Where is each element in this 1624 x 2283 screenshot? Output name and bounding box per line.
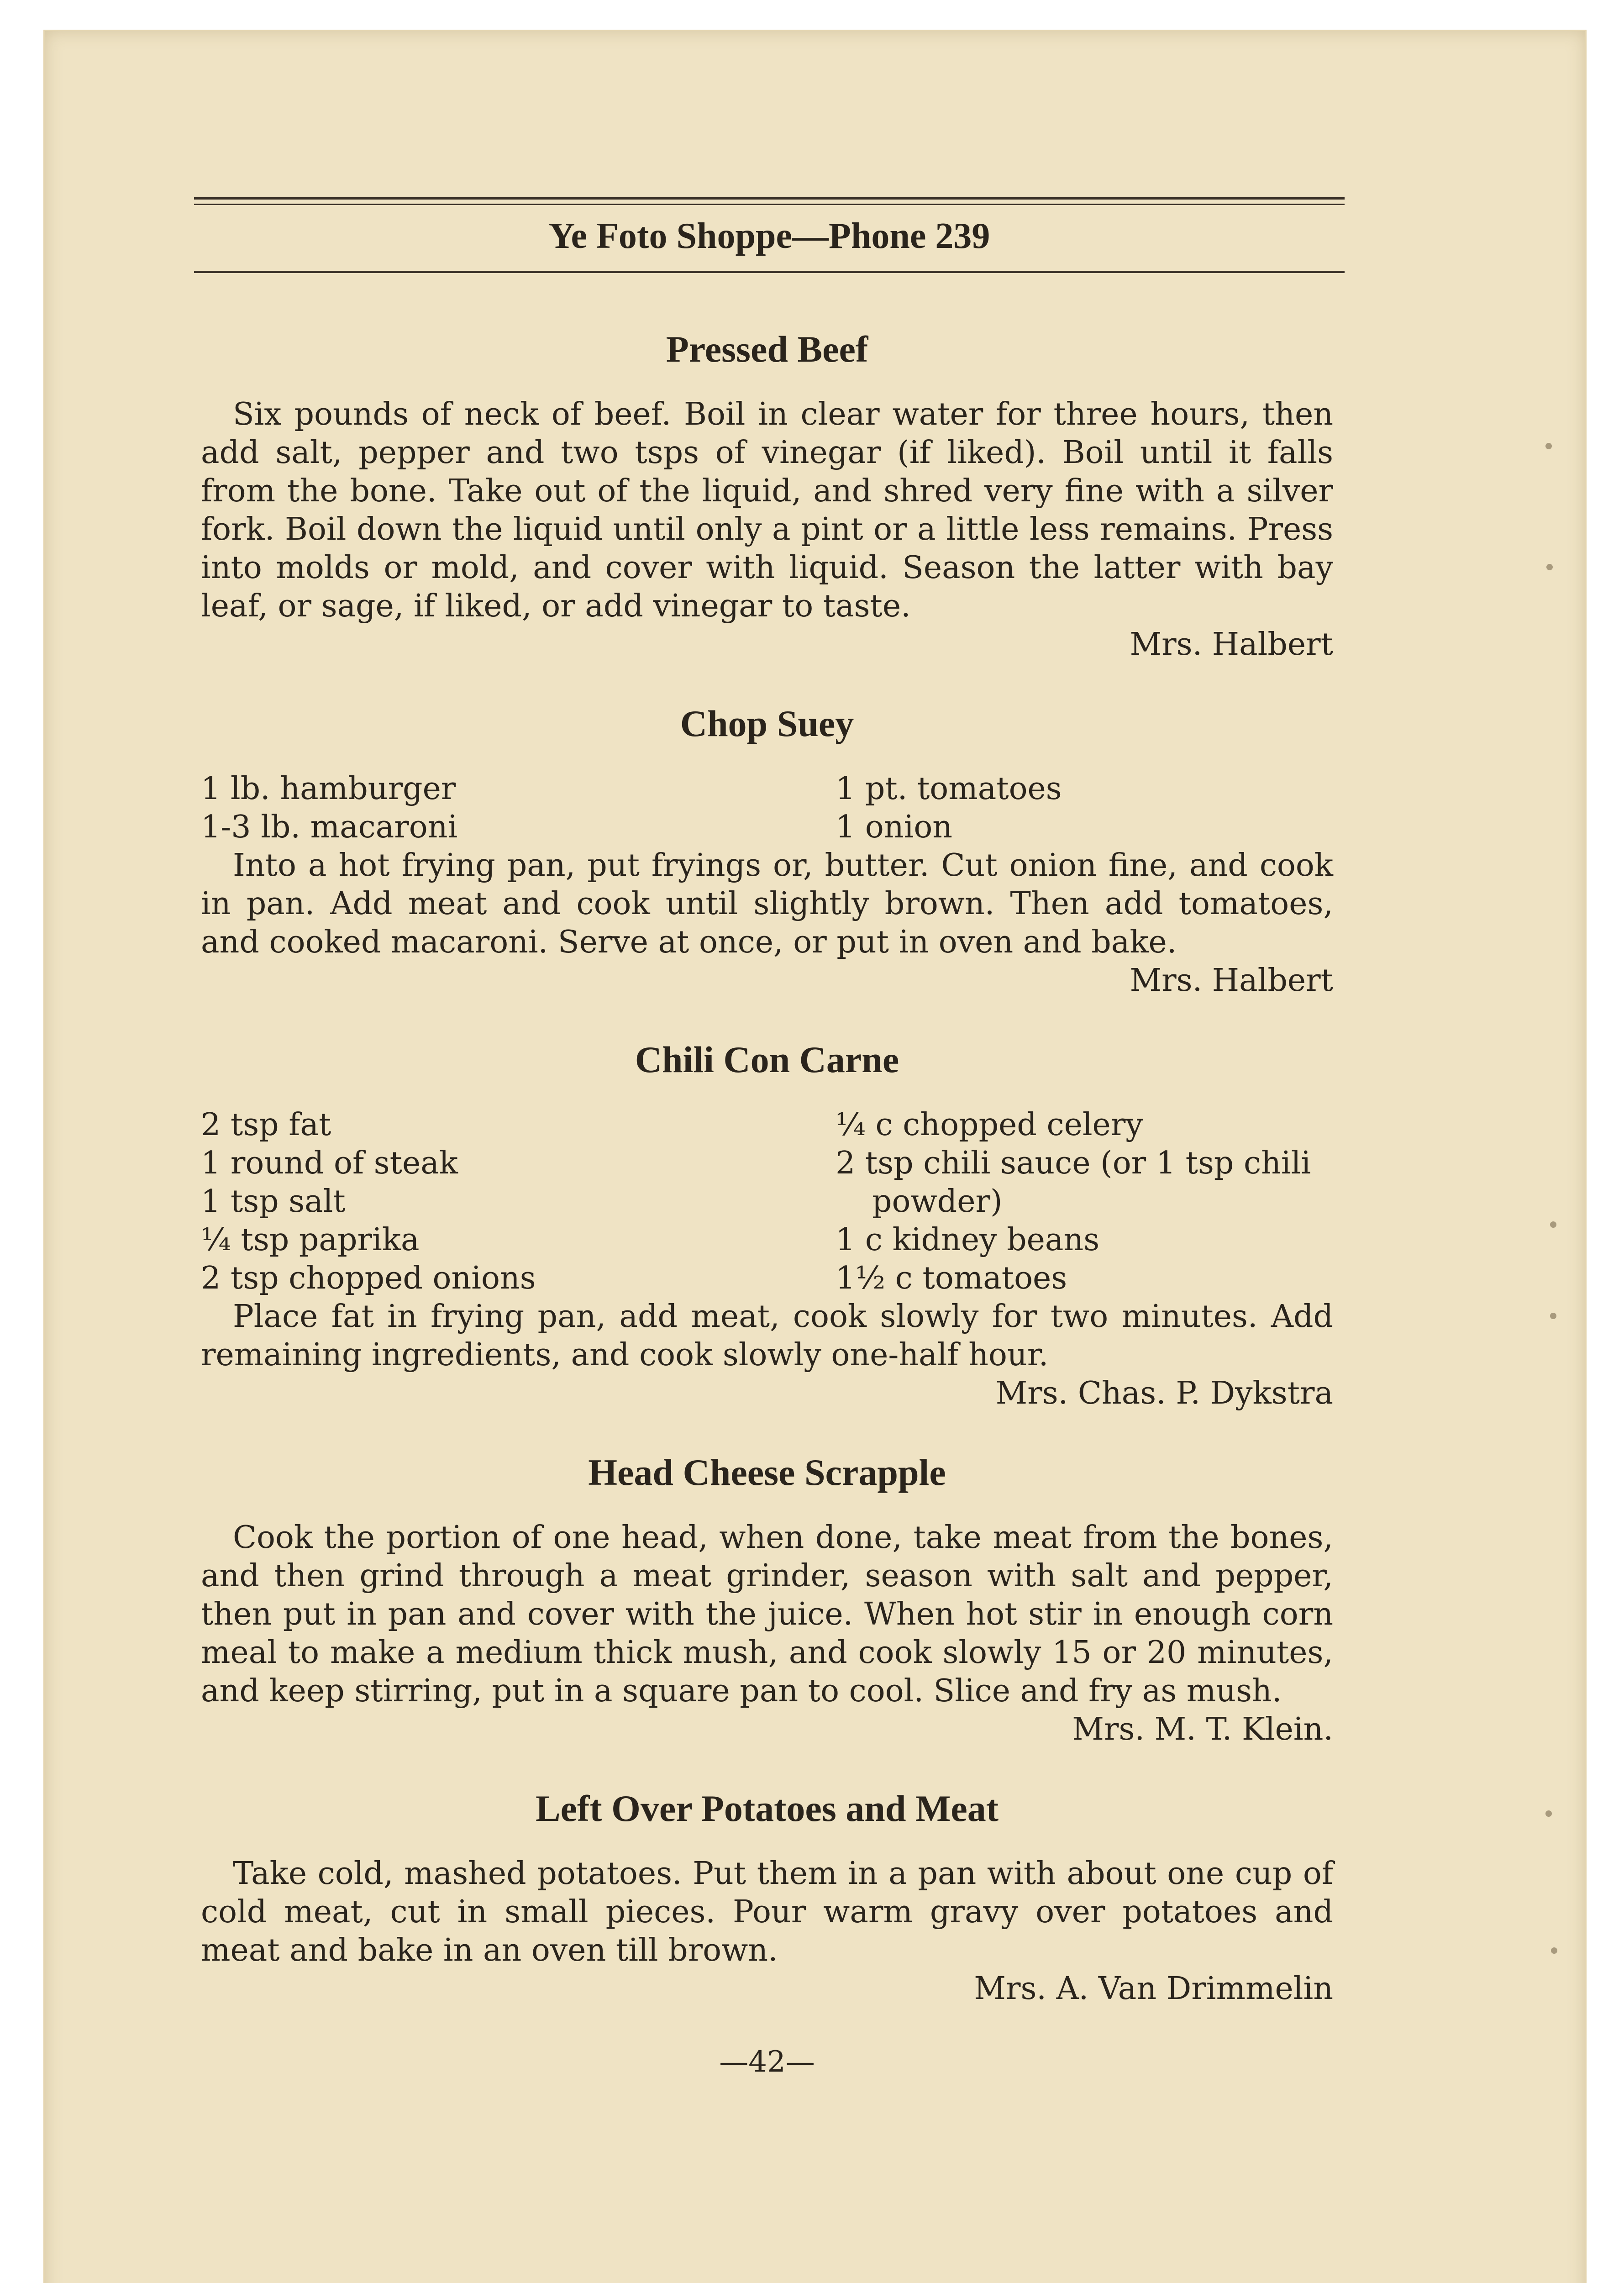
paper-speck [1545, 443, 1552, 449]
recipe-title: Head Cheese Scrapple [588, 1452, 946, 1493]
ingredients-right-column [767, 1106, 1333, 1298]
ingredient: 1 c kidney beans [836, 1222, 1100, 1258]
header-rule-top-thin [194, 204, 1345, 205]
ingredients-right-column [767, 770, 1333, 847]
recipe-left-over-potatoes [201, 1783, 1333, 2008]
ingredient: 1-3 lb. macaroni [201, 809, 458, 845]
recipe-directions: Take cold, mashed potatoes. Put them in a pan with about one cup of cold meat, cut in small pieces. Pour warm gravy over potatoes and meat and bake in an oven till brown. [201, 1856, 1333, 1968]
recipe-author: Mrs. Chas. P. Dykstra [995, 1375, 1333, 1411]
ingredient: ¼ tsp paprika [201, 1222, 420, 1258]
ingredients-list [201, 1106, 1333, 1298]
recipe-author: Mrs. A. Van Drimmelin [974, 1971, 1333, 2007]
paper-speck [1545, 1810, 1552, 1817]
ingredient: 2 tsp fat [201, 1107, 331, 1143]
ingredients-list [201, 770, 1333, 847]
paper-speck [1551, 1947, 1557, 1954]
page-number: —42— [719, 2045, 815, 2079]
running-header [194, 197, 1345, 273]
recipe-title: Pressed Beef [666, 328, 868, 370]
recipe-title: Chop Suey [680, 703, 854, 744]
recipe-chili-con-carne [201, 1035, 1333, 1413]
page-content [201, 324, 1333, 2081]
recipe-author: Mrs. M. T. Klein. [1072, 1711, 1333, 1747]
ingredient: 2 tsp chopped onions [201, 1260, 536, 1296]
paper-speck [1550, 1313, 1556, 1319]
header-title: Ye Foto Shoppe—Phone 239 [548, 216, 990, 256]
paper-speck [1546, 564, 1553, 570]
paper-speck [1550, 1221, 1556, 1228]
recipe-directions: Into a hot frying pan, put fryings or, butter. Cut onion fine, and cook in pan. Add meat and cook until slightly brown. Then add tomatoes, and cooked macaroni. Serve at once, or put in oven and bake. [201, 847, 1333, 960]
recipe-author: Mrs. Halbert [1130, 963, 1333, 999]
ingredient: 1 lb. hamburger [201, 771, 456, 807]
ingredient: ¼ c chopped celery [836, 1107, 1143, 1143]
recipe-head-cheese-scrapple [201, 1447, 1333, 1749]
header-rule-top [194, 197, 1345, 200]
recipe-pressed-beef [201, 324, 1333, 664]
header-rule-bottom [194, 271, 1345, 273]
ingredient: 2 tsp chili sauce (or 1 tsp chili [836, 1145, 1311, 1181]
recipe-directions: Place fat in frying pan, add meat, cook slowly for two minutes. Add remaining ingredients, and cook slowly one-half hour. [201, 1299, 1333, 1373]
recipe-author: Mrs. Halbert [1130, 626, 1333, 663]
recipe-directions: Six pounds of neck of beef. Boil in clear water for three hours, then add salt, pepper and two tsps of vinegar (if liked). Boil until it falls from the bone. Take out of the liquid, and shred very fine with a silver fork. Boil down the liquid until only a pint or a little less remains. Press into molds or mold, and cover with liquid. Season the latter with bay leaf, or sage, if liked, or add vinegar to taste. [201, 396, 1333, 624]
recipe-title: Left Over Potatoes and Meat [535, 1788, 999, 1829]
ingredients-left-column [201, 1106, 767, 1298]
ingredient: 1 tsp salt [201, 1184, 346, 1220]
ingredient: 1 pt. tomatoes [836, 771, 1062, 807]
recipe-directions: Cook the portion of one head, when done, take meat from the bones, and then grind through a meat grinder, season with salt and pepper, then put in pan and cover with the juice. When hot stir in enough corn meal to make a medium thick mush, and cook slowly 15 or 20 minutes, and keep stirring, put in a square pan to cool. Slice and fry as mush. [201, 1520, 1333, 1709]
recipe-chop-suey [201, 699, 1333, 1000]
ingredient: 1½ c tomatoes [836, 1260, 1067, 1296]
ingredients-left-column [201, 770, 767, 847]
ingredient: 1 round of steak [201, 1145, 458, 1181]
recipe-title: Chili Con Carne [635, 1039, 899, 1080]
ingredient: powder) [872, 1184, 1003, 1220]
ingredient: 1 onion [836, 809, 953, 845]
